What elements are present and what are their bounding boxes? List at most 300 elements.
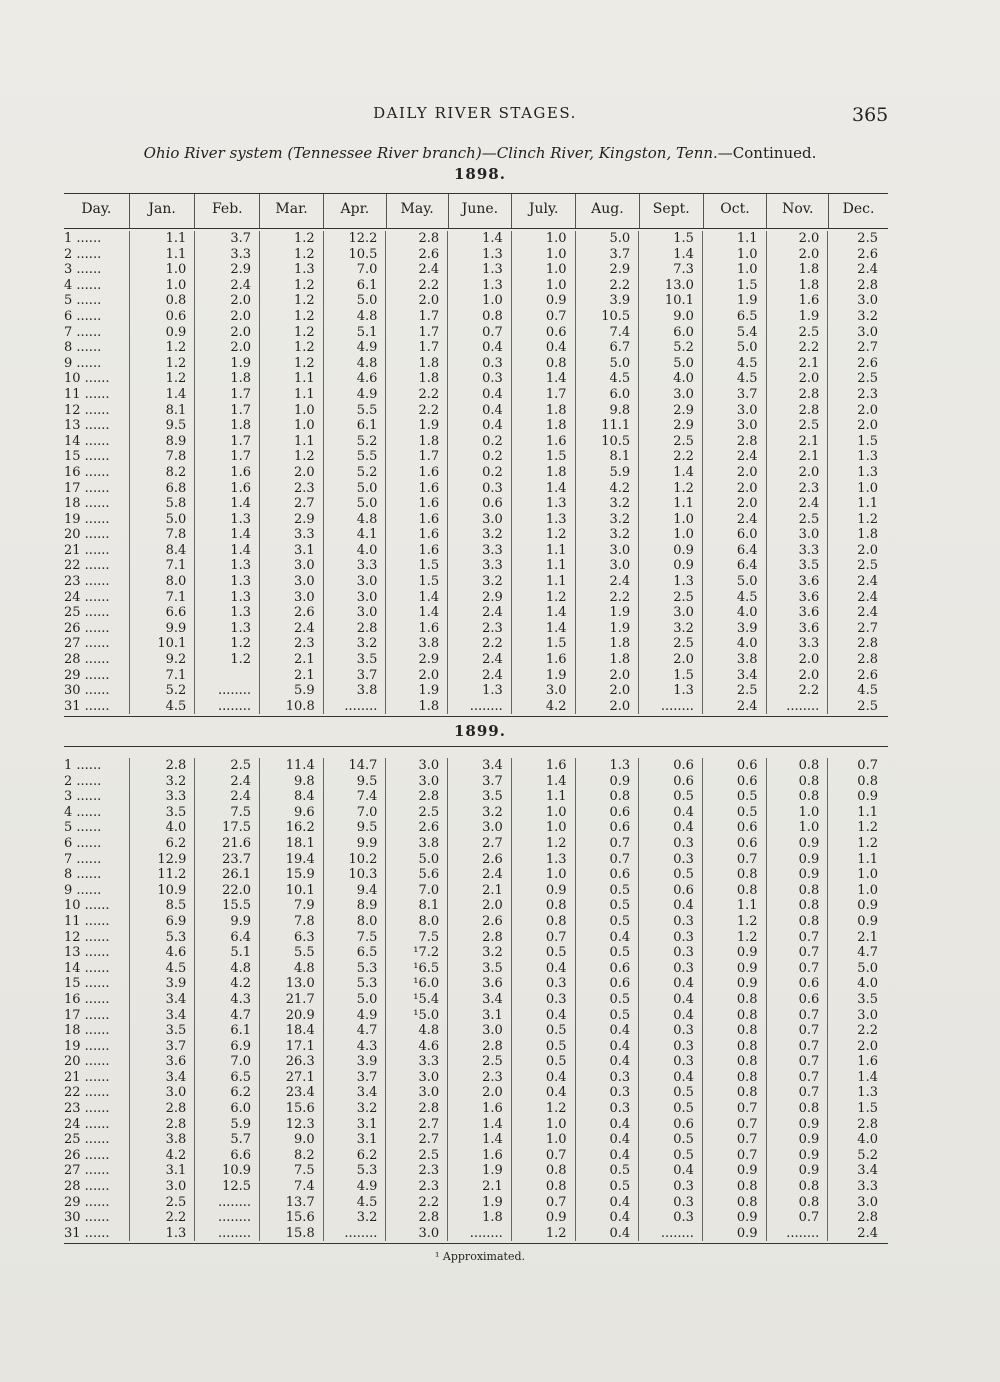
stage-cell: 1.2: [512, 1101, 576, 1117]
stage-cell: 13.0: [639, 278, 703, 294]
stage-cell: 2.4: [386, 262, 448, 278]
stage-cell: 5.9: [576, 465, 640, 481]
stage-cell: 8.0: [324, 914, 387, 930]
stage-cell: 26.3: [260, 1054, 324, 1070]
stage-cell: 0.3: [448, 371, 512, 387]
day-number: 21: [64, 1069, 81, 1085]
stage-cell: 0.4: [576, 1226, 640, 1242]
day-cell: [64, 527, 130, 543]
stage-cell: 3.2: [448, 574, 512, 590]
stage-cell: 1.8: [448, 1210, 512, 1226]
day-cell: [64, 805, 130, 821]
column-header: Sept.: [640, 194, 704, 228]
stage-cell: 0.7: [512, 1148, 576, 1164]
day-cell: [64, 247, 130, 263]
stage-cell: 0.2: [448, 434, 512, 450]
stage-cell: ¹7.2: [386, 945, 448, 961]
stage-cell: 4.8: [324, 356, 387, 372]
stage-cell: 5.3: [324, 961, 387, 977]
stage-cell: 7.0: [324, 262, 387, 278]
stage-cell: 2.9: [639, 403, 703, 419]
stage-cell: 2.0: [857, 402, 878, 418]
day-number: 8: [64, 867, 73, 883]
leader-dots: ......: [80, 511, 110, 527]
day-number: 6: [64, 835, 73, 851]
table-row: [64, 820, 888, 836]
day-number: 17: [64, 1007, 81, 1023]
stage-cell: 1.7: [195, 434, 260, 450]
stage-cell: 0.8: [576, 789, 640, 805]
table-row: [64, 1085, 888, 1101]
stage-cell: 0.3: [512, 976, 576, 992]
table-row: [64, 543, 888, 559]
stage-cell: 1.6: [386, 621, 448, 637]
stage-cell: ........: [195, 1226, 260, 1242]
stage-cell: 5.0: [576, 356, 640, 372]
stage-cell: 0.7: [576, 852, 640, 868]
stage-cell: 9.5: [130, 418, 196, 434]
stage-cell: 1.2: [857, 835, 878, 851]
stage-cell: 8.2: [260, 1148, 324, 1164]
stage-cell: 2.4: [448, 652, 512, 668]
stage-cell: ¹6.5: [386, 961, 448, 977]
stage-cell: 1.0: [857, 882, 878, 898]
table-row: [64, 774, 888, 790]
stage-cell: 1.9: [448, 1195, 512, 1211]
stage-cell: 0.8: [448, 309, 512, 325]
stage-cell: 0.4: [639, 805, 703, 821]
stage-cell: 3.0: [324, 605, 387, 621]
day-cell: [64, 1132, 130, 1148]
stage-cell: 0.5: [512, 1054, 576, 1070]
day-cell: [64, 1179, 130, 1195]
leader-dots: ......: [80, 1023, 110, 1039]
stage-cell: 3.2: [324, 636, 387, 652]
stage-cell: 1.0: [130, 262, 196, 278]
stage-cell: 1.3: [512, 512, 576, 528]
leader-dots: ......: [72, 340, 102, 356]
stage-cell: 2.2: [386, 278, 448, 294]
day-cell: [64, 652, 130, 668]
day-number: 30: [64, 1210, 81, 1226]
stage-cell: 3.7: [448, 774, 512, 790]
stage-cell: 1.1: [857, 496, 878, 512]
stage-cell: 3.0: [857, 1007, 878, 1023]
stage-cell: 6.1: [324, 278, 387, 294]
day-number: 2: [64, 246, 73, 262]
stage-cell: 3.4: [324, 1085, 387, 1101]
stage-cell: ........: [448, 1226, 512, 1242]
leader-dots: ......: [80, 960, 110, 976]
stage-cell: 1.4: [195, 527, 260, 543]
stage-cell: 3.2: [324, 1101, 387, 1117]
leader-dots: ......: [72, 820, 102, 836]
table-caption: [0, 144, 960, 162]
table-row: [64, 512, 888, 528]
stage-cell: ........: [639, 1226, 703, 1242]
stage-cell: 3.0: [512, 683, 576, 699]
stage-cell: 0.5: [703, 805, 767, 821]
stage-cell: 0.4: [576, 1132, 640, 1148]
stage-cell: 1.5: [386, 558, 448, 574]
stage-cell: 5.6: [386, 867, 448, 883]
stage-cell: 1.4: [639, 465, 703, 481]
day-cell: [64, 1039, 130, 1055]
stage-cell: 0.9: [857, 913, 878, 929]
table-row: [64, 371, 888, 387]
stage-cell: 1.3: [448, 247, 512, 263]
day-cell: [64, 1054, 130, 1070]
stage-cell: 1.4: [512, 481, 576, 497]
stage-cell: 6.5: [703, 309, 767, 325]
stage-cell: 3.7: [576, 247, 640, 263]
table-row: [64, 325, 888, 341]
stage-cell: 2.8: [448, 1039, 512, 1055]
stage-cell: 1.0: [512, 867, 576, 883]
stage-cell: 26.1: [195, 867, 260, 883]
stage-cell: 3.1: [324, 1117, 387, 1133]
stage-cell: 8.1: [130, 403, 196, 419]
table-row: [64, 1054, 888, 1070]
stage-cell: 0.7: [512, 1195, 576, 1211]
table-row: [64, 683, 888, 699]
stage-cell: 1.1: [260, 371, 324, 387]
stage-cell: 3.6: [448, 976, 512, 992]
leader-dots: ......: [80, 1085, 110, 1101]
stage-cell: 2.3: [767, 481, 829, 497]
stage-cell: 27.1: [260, 1070, 324, 1086]
day-cell: [64, 774, 130, 790]
stage-cell: 3.8: [130, 1132, 196, 1148]
stage-cell: 1.0: [512, 1132, 576, 1148]
table-row: [64, 1148, 888, 1164]
stage-cell: 1.8: [386, 356, 448, 372]
stage-cell: 1.6: [386, 527, 448, 543]
stage-cell: 4.2: [576, 481, 640, 497]
day-number: 1: [64, 231, 73, 246]
stage-cell: 2.0: [767, 465, 829, 481]
stage-cell: 0.7: [703, 1117, 767, 1133]
stage-cell: 4.7: [857, 945, 878, 961]
stage-cell: 1.3: [195, 558, 260, 574]
stage-cell: 1.6: [512, 434, 576, 450]
stage-cell: 1.8: [512, 418, 576, 434]
stage-cell: 3.3: [195, 247, 260, 263]
stage-cell: 2.7: [260, 496, 324, 512]
stage-cell: 3.0: [386, 1070, 448, 1086]
day-cell: [64, 636, 130, 652]
leader-dots: ......: [80, 605, 110, 621]
stage-cell: 1.2: [260, 340, 324, 356]
stage-cell: 2.2: [576, 278, 640, 294]
stage-cell: 1.9: [512, 668, 576, 684]
stage-cell: 6.8: [130, 481, 196, 497]
stage-cell: 1.4: [386, 590, 448, 606]
stage-cell: 0.4: [639, 1008, 703, 1024]
stage-cell: 0.7: [767, 1070, 829, 1086]
stage-cell: 0.3: [639, 1039, 703, 1055]
stage-cell: 1.3: [195, 590, 260, 606]
stage-cell: 3.9: [576, 293, 640, 309]
leader-dots: ......: [80, 1101, 110, 1117]
stage-cell: 0.9: [767, 1148, 829, 1164]
stage-cell: 0.5: [576, 898, 640, 914]
stage-cell: 6.2: [130, 836, 196, 852]
stage-cell: 2.0: [195, 293, 260, 309]
stage-cell: 1.6: [195, 465, 260, 481]
stage-cell: 0.5: [639, 789, 703, 805]
stage-cell: 1.1: [512, 558, 576, 574]
stage-cell: 0.8: [512, 898, 576, 914]
stage-cell: 3.0: [386, 1085, 448, 1101]
stage-cell: 2.5: [448, 1054, 512, 1070]
stage-cell: 0.6: [639, 774, 703, 790]
stage-cell: 2.4: [857, 605, 878, 621]
stage-cell: 9.5: [324, 820, 387, 836]
stage-cell: 0.9: [512, 883, 576, 899]
column-header: Aug.: [576, 194, 640, 228]
stage-cell: 0.7: [703, 1101, 767, 1117]
stage-cell: 2.0: [703, 496, 767, 512]
stage-cell: 11.2: [130, 867, 196, 883]
stage-cell: 0.2: [448, 465, 512, 481]
leader-dots: ......: [80, 1210, 110, 1226]
stage-cell: 10.8: [260, 699, 324, 715]
day-cell: [64, 543, 130, 559]
stage-cell: 0.9: [639, 558, 703, 574]
stage-cell: 0.8: [703, 992, 767, 1008]
stage-cell: 7.1: [130, 590, 196, 606]
stage-cell: 1.2: [130, 356, 196, 372]
stage-cell: 2.4: [195, 278, 260, 294]
stage-cell: 3.3: [767, 543, 829, 559]
stage-cell: 1.0: [130, 278, 196, 294]
stage-cell: 4.5: [324, 1195, 387, 1211]
stage-cell: 3.8: [386, 836, 448, 852]
stage-cell: 2.4: [448, 867, 512, 883]
stage-cell: 3.3: [386, 1054, 448, 1070]
leader-dots: ......: [72, 324, 102, 340]
stage-cell: 2.0: [195, 325, 260, 341]
stage-cell: 3.9: [324, 1054, 387, 1070]
stage-cell: 6.0: [195, 1101, 260, 1117]
page-number: 365: [852, 104, 889, 126]
day-number: 14: [64, 960, 81, 976]
stage-cell: 0.5: [512, 945, 576, 961]
stage-cell: 4.2: [195, 976, 260, 992]
stage-cell: 2.9: [576, 262, 640, 278]
stage-cell: 1.8: [386, 699, 448, 715]
day-number: 28: [64, 1179, 81, 1195]
stage-cell: 2.0: [576, 699, 640, 715]
stage-cell: 10.5: [576, 434, 640, 450]
day-cell: [64, 449, 130, 465]
stage-cell: 1.3: [130, 1226, 196, 1242]
stage-cell: 1.7: [386, 309, 448, 325]
stage-cell: 2.9: [639, 418, 703, 434]
day-number: 3: [64, 789, 73, 805]
stage-cell: 5.0: [857, 960, 878, 976]
stage-cell: 0.9: [857, 898, 878, 914]
stage-cell: 3.0: [576, 543, 640, 559]
stage-cell: 2.0: [576, 668, 640, 684]
stage-cell: 3.0: [130, 1179, 196, 1195]
stage-cell: 20.9: [260, 1008, 324, 1024]
stage-cell: 0.9: [767, 836, 829, 852]
stage-cell: 0.6: [130, 309, 196, 325]
stage-cell: 0.8: [703, 1195, 767, 1211]
stage-cell: 1.2: [512, 1226, 576, 1242]
stage-cell: 1.7: [195, 403, 260, 419]
stage-cell: 5.0: [324, 481, 387, 497]
stage-cell: 0.6: [512, 325, 576, 341]
day-cell: [64, 262, 130, 278]
stage-cell: 5.9: [260, 683, 324, 699]
stage-cell: ........: [195, 1195, 260, 1211]
stage-cell: 1.5: [386, 574, 448, 590]
stage-cell: 2.4: [576, 574, 640, 590]
day-number: 9: [64, 882, 73, 898]
stage-cell: 3.5: [448, 961, 512, 977]
stage-cell: 1.3: [576, 758, 640, 774]
stage-cell: 9.8: [260, 774, 324, 790]
stage-cell: 0.8: [703, 1023, 767, 1039]
day-number: 27: [64, 1163, 81, 1179]
stage-cell: 0.8: [512, 914, 576, 930]
stage-cell: 2.0: [857, 1038, 878, 1054]
stage-cell: 4.6: [386, 1039, 448, 1055]
stage-cell: 0.5: [512, 1023, 576, 1039]
stage-cell: 1.9: [448, 1163, 512, 1179]
stage-cell: 1.0: [512, 231, 576, 247]
stage-cell: 8.4: [130, 543, 196, 559]
day-number: 7: [64, 851, 73, 867]
table-row: [64, 867, 888, 883]
day-number: 5: [64, 820, 73, 836]
stage-cell: 0.4: [448, 418, 512, 434]
stage-cell: 3.6: [130, 1054, 196, 1070]
day-number: 12: [64, 929, 81, 945]
stage-cell: 1.6: [195, 481, 260, 497]
stage-cell: 3.4: [130, 992, 196, 1008]
stage-cell: 2.8: [386, 1210, 448, 1226]
day-number: 6: [64, 308, 73, 324]
day-cell: [64, 465, 130, 481]
stage-cell: 1.2: [260, 356, 324, 372]
stage-cell: 15.6: [260, 1101, 324, 1117]
stage-cell: 2.0: [767, 247, 829, 263]
stage-cell: 4.0: [857, 976, 878, 992]
stage-cell: 2.8: [130, 758, 196, 774]
stage-cell: 1.9: [195, 356, 260, 372]
day-cell: [64, 1023, 130, 1039]
stage-cell: 9.2: [130, 652, 196, 668]
stage-cell: 3.0: [386, 774, 448, 790]
stage-cell: 2.5: [639, 434, 703, 450]
day-number: 20: [64, 527, 81, 543]
leader-dots: ......: [80, 1054, 110, 1070]
stage-cell: 2.8: [767, 387, 829, 403]
header-bottom-rule: [64, 228, 888, 229]
stage-cell: 1.5: [639, 231, 703, 247]
stage-cell: 1.0: [639, 527, 703, 543]
leader-dots: ......: [72, 277, 102, 293]
stage-cell: 7.4: [324, 789, 387, 805]
table-row: [64, 1226, 888, 1242]
stage-cell: 0.8: [767, 789, 829, 805]
stage-cell: 0.8: [703, 867, 767, 883]
stage-cell: 1.2: [130, 340, 196, 356]
stage-cell: 7.8: [130, 527, 196, 543]
day-number: 13: [64, 945, 81, 961]
stage-cell: 0.7: [767, 1054, 829, 1070]
stage-cell: 0.9: [512, 293, 576, 309]
stage-cell: 0.7: [767, 945, 829, 961]
stage-cell: 3.4: [448, 992, 512, 1008]
stage-cell: 2.3: [386, 1163, 448, 1179]
day-number: 1: [64, 758, 73, 773]
stage-cell: 3.1: [448, 1008, 512, 1024]
stage-cell: 0.9: [703, 1163, 767, 1179]
table-row: [64, 449, 888, 465]
day-number: 24: [64, 589, 81, 605]
stage-cell: 10.9: [195, 1163, 260, 1179]
stage-cell: 2.2: [130, 1210, 196, 1226]
stage-cell: 0.6: [448, 496, 512, 512]
day-cell: [64, 1117, 130, 1133]
table-row: [64, 1008, 888, 1024]
table-row: [64, 574, 888, 590]
stage-cell: 3.4: [130, 1008, 196, 1024]
stage-cell: 8.5: [130, 898, 196, 914]
day-number: 22: [64, 558, 81, 574]
stage-cell: 0.4: [576, 1210, 640, 1226]
leader-dots: ......: [80, 574, 110, 590]
stage-cell: 4.9: [324, 387, 387, 403]
stage-cell: 1.3: [448, 262, 512, 278]
stage-cell: 0.7: [448, 325, 512, 341]
stage-cell: 7.3: [639, 262, 703, 278]
stage-cell: 0.4: [639, 1163, 703, 1179]
stage-cell: ........: [195, 1210, 260, 1226]
stage-cell: 1.5: [703, 278, 767, 294]
stage-cell: 1.4: [639, 247, 703, 263]
stage-cell: 1.2: [260, 325, 324, 341]
stage-cell: 1.3: [448, 683, 512, 699]
stage-cell: 2.0: [767, 231, 829, 247]
table-row: [64, 481, 888, 497]
stage-cell: 1.1: [857, 804, 878, 820]
stage-cell: 0.8: [767, 1101, 829, 1117]
stage-cell: 1.0: [512, 247, 576, 263]
stage-cell: 0.4: [512, 340, 576, 356]
stage-cell: 1.0: [512, 262, 576, 278]
table-row: [64, 945, 888, 961]
stage-cell: 0.7: [767, 930, 829, 946]
stage-cell: 0.3: [639, 961, 703, 977]
stage-cell: 3.8: [703, 652, 767, 668]
stage-cell: 0.5: [639, 867, 703, 883]
stage-cell: 2.1: [767, 434, 829, 450]
stage-cell: 2.6: [386, 820, 448, 836]
stage-cell: 5.0: [324, 992, 387, 1008]
stage-cell: 0.5: [576, 945, 640, 961]
stage-cell: 0.8: [703, 1039, 767, 1055]
stage-cell: 17.5: [195, 820, 260, 836]
stage-cell: 5.0: [703, 574, 767, 590]
stage-cell: 12.5: [195, 1179, 260, 1195]
column-header: Oct.: [704, 194, 768, 228]
